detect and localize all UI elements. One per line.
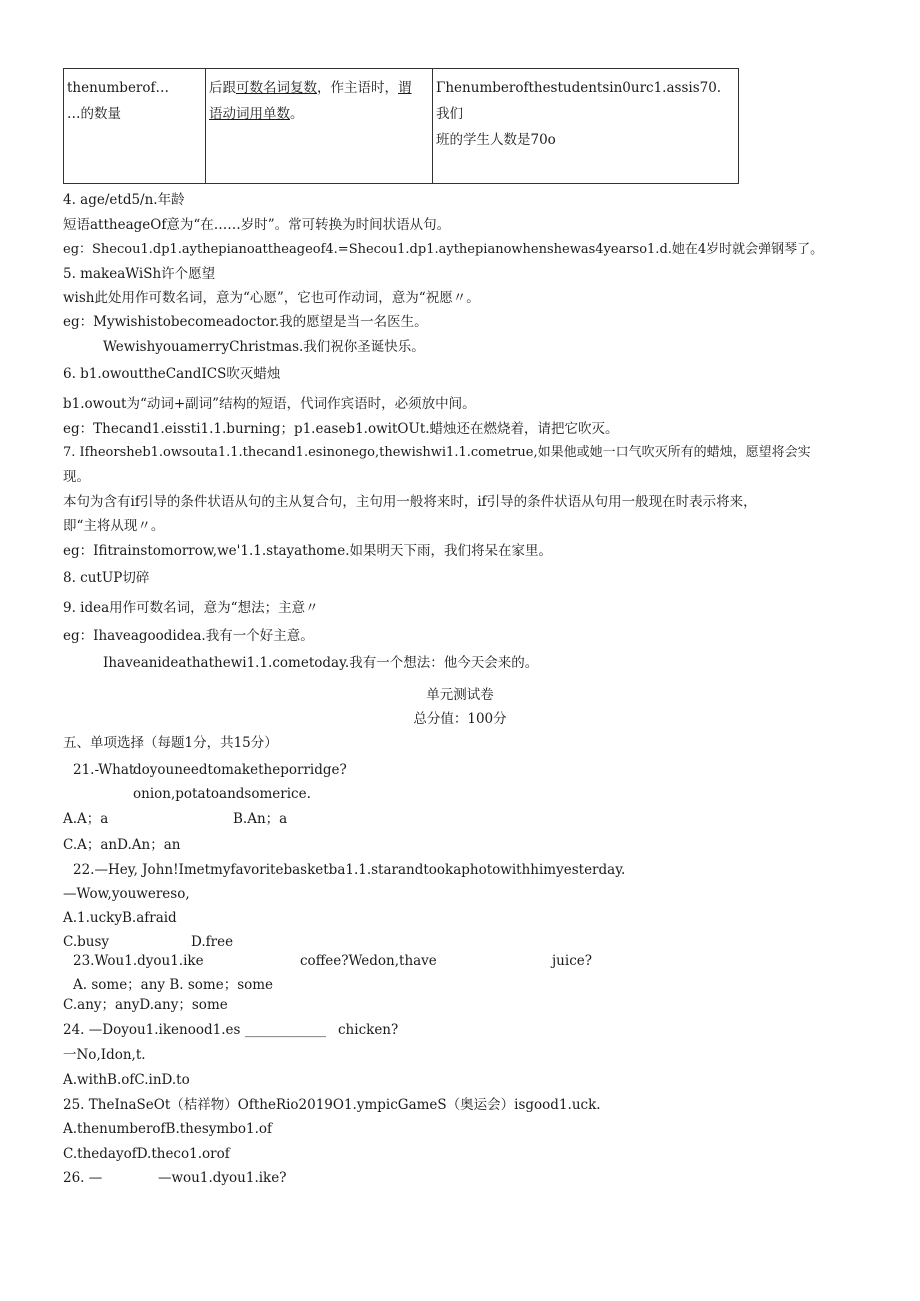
question-26-text: —wou1.dyou1.ike? xyxy=(158,1170,287,1186)
note-text: 即“主将从现〃。 xyxy=(63,518,165,534)
example-text: eg：Shecou1.dp1.aythepianoattheageof4.=Shecou1.dp1.aythepianowhenshewas4yearso1.d.她在4岁时就会弹钢琴了。 xyxy=(63,242,824,257)
table-cell-usage: 后跟可数名词复数，作主语时，谓 语动词用单数。 xyxy=(206,69,433,184)
section-heading: 五、单项选择（每题1分，共15分） xyxy=(63,735,278,751)
question-26: 26. — xyxy=(63,1170,103,1186)
example-text: eg：Ifitrainstomorrow,we'1.1.stayathome.如果明天下雨，我们将呆在家里。 xyxy=(63,543,553,559)
example-text: WewishyouamerryChristmas.我们祝你圣诞快乐。 xyxy=(103,339,425,355)
question-21: 21.-What xyxy=(73,762,135,778)
option: B.An；a xyxy=(233,811,288,827)
note-heading: 4. age/etd5/n.年龄 xyxy=(63,192,185,208)
question-24: 24. —Doyou1.ikenood1.es xyxy=(63,1022,241,1038)
table-cell-phrase xyxy=(64,69,206,184)
note-heading: 6. b1.owouttheCandICS吹灭蜡烛 xyxy=(63,366,281,382)
question-23-text: coffee?Wedon,thave xyxy=(300,953,437,969)
question-22-text: —Wow,youwereso, xyxy=(63,886,190,902)
cell-text: 班的学生人数是70o xyxy=(436,132,556,148)
option: A.thenumberofB.thesymbo1.of xyxy=(63,1121,272,1137)
cell-text: Γhenumberofthestudentsin0urc1.assis70.我们 xyxy=(436,80,722,122)
example-text: eg：Ihaveagoodidea.我有一个好主意。 xyxy=(63,628,314,644)
question-22: 22.—Hey, John!Imetmyfavoritebasketba1.1.starandtookaphotowithhimyesterday. xyxy=(73,862,626,878)
option: A.withB.ofC.inD.to xyxy=(63,1072,190,1088)
cell-text: thenumberof… xyxy=(67,80,170,96)
question-23-text: juice? xyxy=(552,953,592,969)
option: A.1.uckyB.afraid xyxy=(63,910,177,926)
question-23: 23.Wou1.dyou1.ike xyxy=(73,953,204,969)
table-cell-example xyxy=(433,69,739,184)
note-text: 短语attheageOf意为“在……岁时”。常可转换为时间状语从句。 xyxy=(63,217,451,233)
option: C.A；anD.An；an xyxy=(63,837,181,853)
example-text: eg：Thecand1.eissti1.1.burning；p1.easeb1.owitOUt.蜡烛还在燃烧着，请把它吹灭。 xyxy=(63,421,619,437)
grammar-table xyxy=(63,68,739,184)
example-text: Ihaveanideathathewi1.1.cometoday.我有一个想法：他今天会来的。 xyxy=(103,655,539,671)
option: A.A；a xyxy=(63,811,109,827)
cell-text: …的数量 xyxy=(67,106,121,122)
note-text: wish此处用作可数名词，意为“心愿”，它也可作动词，意为“祝愿〃。 xyxy=(63,290,480,306)
option: C.thedayofD.theco1.orof xyxy=(63,1146,230,1162)
question-21-text: doyouneedtomaketheporridge? xyxy=(133,762,347,778)
option: A. some；any B. some；some xyxy=(73,977,274,993)
question-21-text: onion,potatoandsomerice. xyxy=(133,786,311,802)
option: C.any；anyD.any；some xyxy=(63,997,228,1013)
note-heading: 9. idea用作可数名词，意为“想法；主意〃 xyxy=(63,600,319,616)
note-heading: 7. Ifheorsheb1.owsouta1.1.thecand1.esinonego,thewishwi1.1.cometrue,如果他或她一口气吹灭所有的蜡烛，愿望将会实 xyxy=(63,445,811,460)
answer-blank: ____________ xyxy=(245,1022,326,1038)
table-row xyxy=(64,69,739,184)
note-text: 本句为含有if引导的条件状语从句的主从复合句，主句用一般将来时，if引导的条件状语从句用一般现在时表示将来， xyxy=(63,494,757,510)
note-text: b1.owout为“动词+副词”结构的短语，代词作宾语时，必须放中间。 xyxy=(63,396,476,412)
note-text: 现。 xyxy=(63,469,90,485)
option: C.busy xyxy=(63,934,110,950)
example-text: eg：Mywishistobecomeadoctor.我的愿望是当一名医生。 xyxy=(63,314,428,330)
question-24-text: chicken? xyxy=(338,1022,399,1038)
note-heading: 5. makeaWiSh许个愿望 xyxy=(63,266,216,282)
test-score: 总分值：100分 xyxy=(413,711,507,727)
note-heading: 8. cutUP切碎 xyxy=(63,570,150,586)
test-title: 单元测试卷 xyxy=(426,687,494,703)
question-25: 25. TheInaSeOt（桔祥物）OftheRio2019O1.ympicGameS（奥运会）isgood1.uck. xyxy=(63,1097,601,1113)
question-24-text: 一No,Idon,t. xyxy=(63,1047,146,1063)
option: D.free xyxy=(191,934,234,950)
